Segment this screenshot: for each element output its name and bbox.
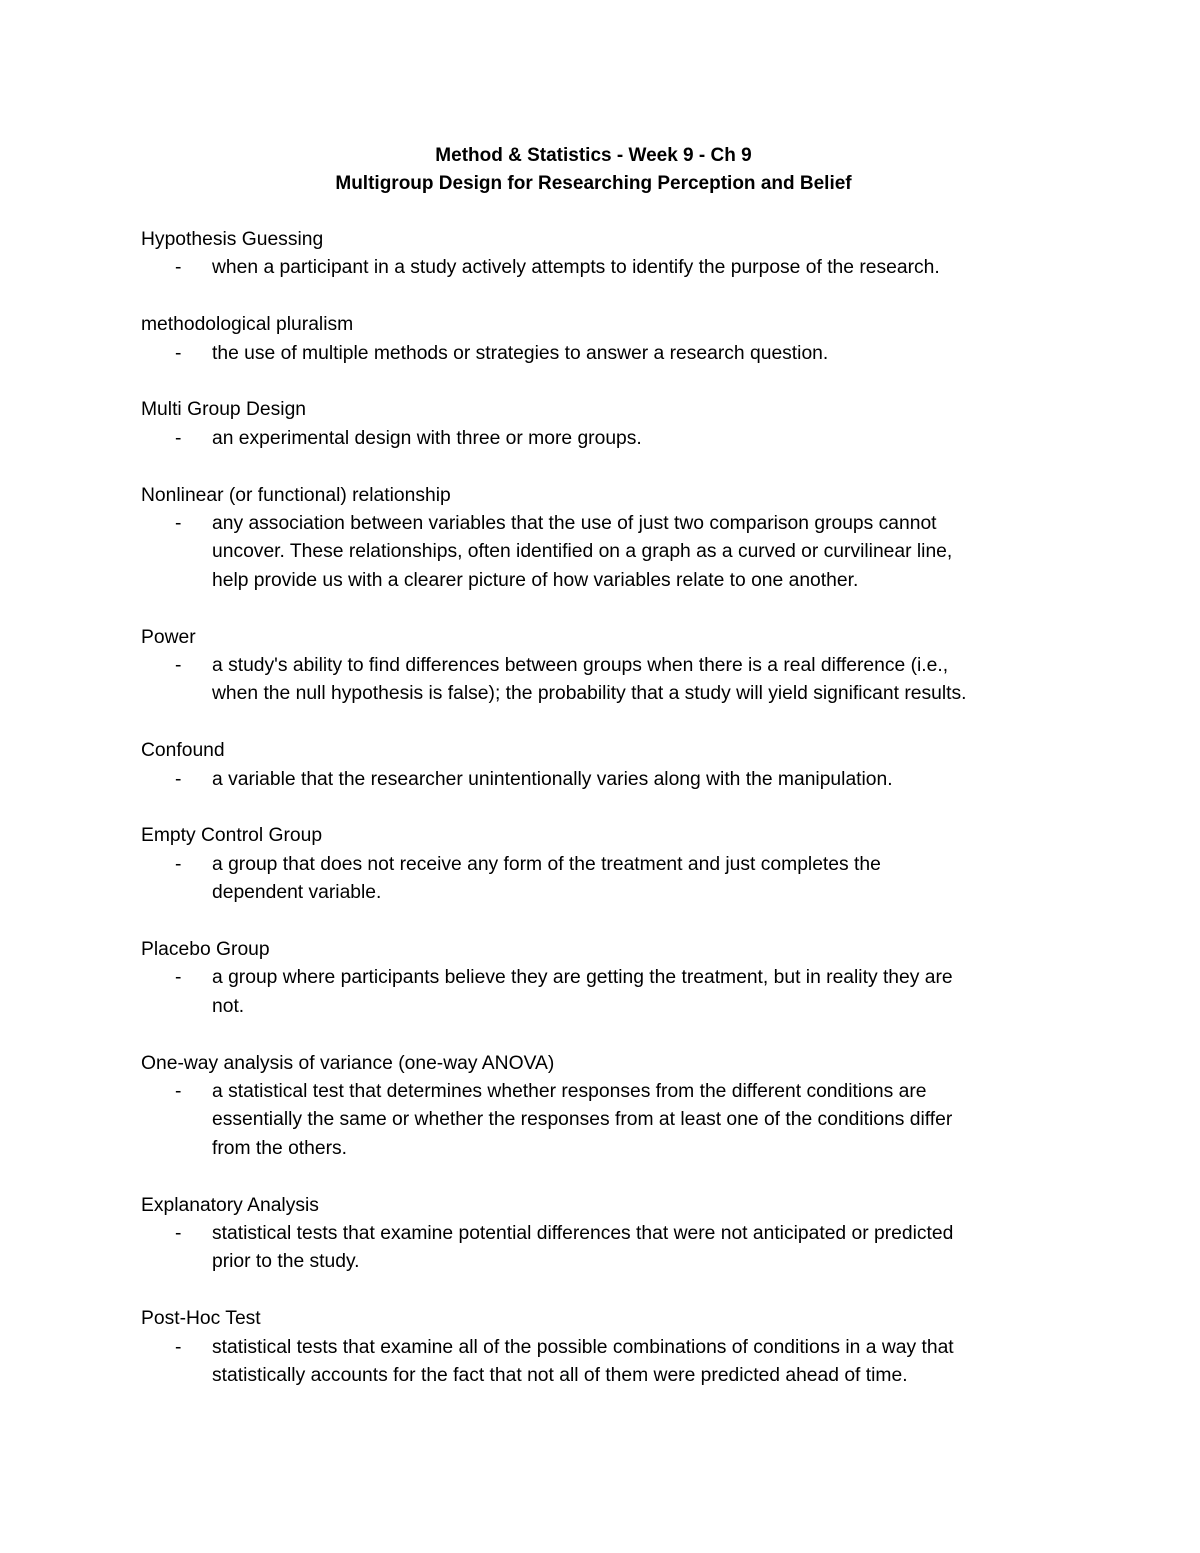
definition-bullet <box>141 254 1101 282</box>
bullet-dash: - <box>175 768 182 790</box>
bullet-dash: - <box>175 853 182 875</box>
term-list <box>141 226 1101 1419</box>
term-entry <box>141 737 1101 794</box>
definition-line: when a participant in a study actively attempts to identify the purpose of the research. <box>212 257 940 279</box>
term-entry <box>141 1050 1101 1164</box>
title-line-2: Multigroup Design for Researching Perception and Belief <box>335 173 852 194</box>
term-heading: Nonlinear (or functional) relationship <box>141 484 451 506</box>
definition-line: from the others. <box>212 1137 348 1159</box>
definition-line: the use of multiple methods or strategies to answer a research question. <box>212 342 829 364</box>
term-heading: Hypothesis Guessing <box>141 229 324 250</box>
definition-line: a study's ability to find differences between groups when there is a real difference (i.e., <box>212 655 949 677</box>
term-entry <box>141 624 1101 709</box>
definition-line: an experimental design with three or more groups. <box>212 427 642 449</box>
definition-line: statistical tests that examine all of the possible combinations of conditions in a way that <box>212 1336 954 1358</box>
term-heading: methodological pluralism <box>141 314 354 336</box>
definition-bullet <box>141 766 1101 794</box>
definition-bullet <box>141 340 1101 368</box>
title-line-1: Method & Statistics - Week 9 - Ch 9 <box>435 145 752 166</box>
bullet-dash: - <box>175 427 182 449</box>
definition-bullet <box>141 964 1101 1021</box>
definition-bullet <box>141 1078 1101 1163</box>
term-entry <box>141 482 1101 596</box>
definition-bullet <box>141 851 1101 908</box>
definition-line: a variable that the researcher unintentionally varies along with the manipulation. <box>212 768 893 790</box>
definition-line: any association between variables that the use of just two comparison groups cannot <box>212 513 937 535</box>
term-heading: Placebo Group <box>141 939 270 961</box>
definition-bullet <box>141 652 1101 709</box>
term-heading: Confound <box>141 740 225 762</box>
term-entry <box>141 396 1101 453</box>
definition-line: prior to the study. <box>212 1251 360 1273</box>
bullet-dash: - <box>175 1223 182 1245</box>
bullet-dash: - <box>175 513 182 535</box>
definition-line: a statistical test that determines whether responses from the different conditions are <box>212 1081 927 1103</box>
term-entry <box>141 822 1101 907</box>
term-entry <box>141 226 1101 283</box>
term-heading: Empty Control Group <box>141 825 323 847</box>
definition-bullet <box>141 425 1101 453</box>
term-entry <box>141 311 1101 368</box>
term-heading: Multi Group Design <box>141 399 307 421</box>
definition-line: a group where participants believe they are getting the treatment, but in reality they are <box>212 967 953 989</box>
definition-bullet <box>141 1334 1101 1391</box>
definition-line: statistically accounts for the fact that not all of them were predicted ahead of time. <box>212 1365 908 1387</box>
term-heading: Explanatory Analysis <box>141 1194 319 1216</box>
term-heading: Power <box>141 626 196 648</box>
term-entry <box>141 1192 1101 1277</box>
bullet-dash: - <box>175 1081 182 1103</box>
document-title <box>0 142 1187 198</box>
definition-line: uncover. These relationships, often identified on a graph as a curved or curvilinear line, <box>212 541 953 563</box>
bullet-dash: - <box>175 967 182 989</box>
definition-line: not. <box>212 995 245 1017</box>
term-heading: One-way analysis of variance (one-way ANOVA) <box>141 1052 555 1074</box>
definition-line: a group that does not receive any form of the treatment and just completes the <box>212 853 881 875</box>
definition-line: help provide us with a clearer picture of how variables relate to one another. <box>212 569 859 591</box>
definition-bullet <box>141 1220 1101 1277</box>
bullet-dash: - <box>175 257 182 279</box>
bullet-dash: - <box>175 655 182 677</box>
term-entry <box>141 1305 1101 1390</box>
term-entry <box>141 936 1101 1021</box>
term-heading: Post-Hoc Test <box>141 1308 261 1330</box>
bullet-dash: - <box>175 1336 182 1358</box>
bullet-dash: - <box>175 342 182 364</box>
definition-bullet <box>141 510 1101 595</box>
definition-line: dependent variable. <box>212 882 382 904</box>
definition-line: when the null hypothesis is false); the probability that a study will yield significant results. <box>212 683 967 705</box>
definition-line: essentially the same or whether the responses from at least one of the conditions differ <box>212 1109 953 1131</box>
definition-line: statistical tests that examine potential differences that were not anticipated or predicted <box>212 1223 954 1245</box>
